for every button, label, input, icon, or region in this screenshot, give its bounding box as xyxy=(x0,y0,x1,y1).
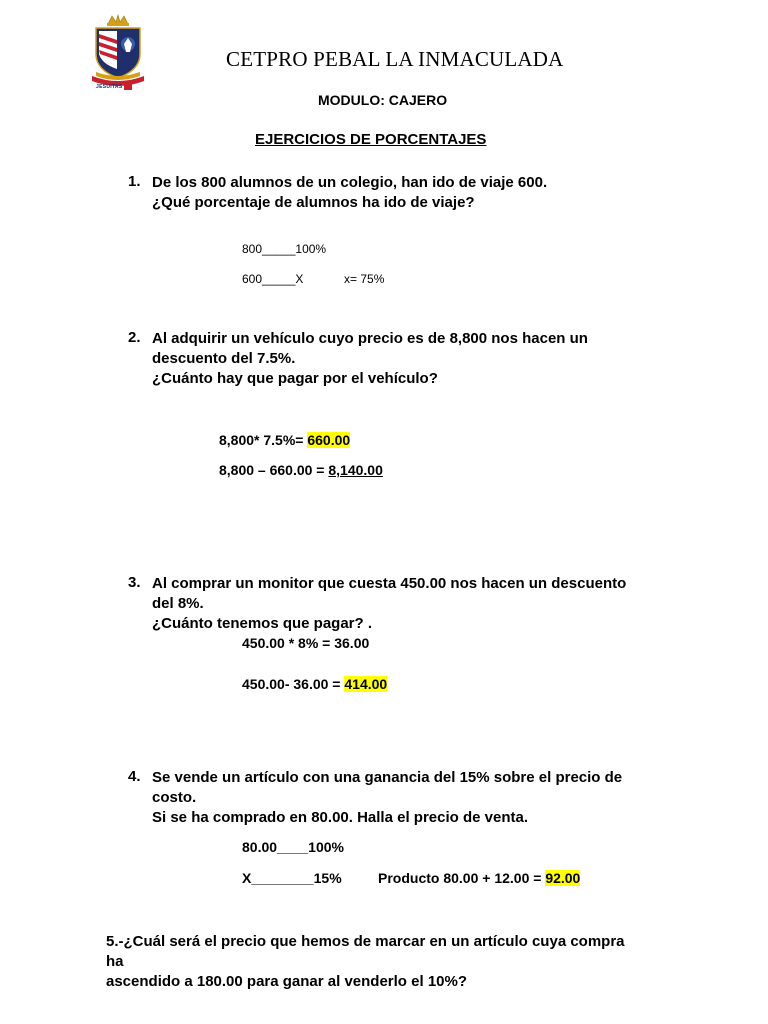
exercise-4-product-text: Producto 80.00 + 12.00 = xyxy=(378,870,546,886)
exercise-2-line-2: descuento del 7.5%. xyxy=(152,350,296,367)
exercise-4-line-2: costo. xyxy=(152,789,197,806)
logo-flag-mark xyxy=(124,83,132,90)
exercise-2-underlined-result: 8,140.00 xyxy=(328,462,383,478)
exercise-1-result: x= 75% xyxy=(344,272,385,286)
exercise-2-calc-1-text: 8,800* 7.5%= xyxy=(219,432,308,448)
exercise-5-line-3: ascendido a 180.00 para ganar al venderlo el 10%? xyxy=(106,973,468,990)
exercise-3-calc-1: 450.00 * 8% = 36.00 xyxy=(242,635,370,651)
exercise-5-line-2: ha xyxy=(106,953,124,970)
document-title: EJERCICIOS DE PORCENTAJES xyxy=(255,131,487,148)
exercise-3-calc-2-text: 450.00- 36.00 = xyxy=(242,676,345,692)
exercise-4-calc-1: 80.00____100% xyxy=(242,839,344,855)
exercise-5-line-1: 5.-¿Cuál será el precio que hemos de marcar en un artículo cuya compra xyxy=(106,933,625,950)
school-name: CETPRO PEBAL LA INMACULADA xyxy=(226,47,564,71)
exercise-1-number: 1. xyxy=(128,173,141,190)
exercise-1-line-2: ¿Qué porcentaje de alumnos ha ido de viaje? xyxy=(152,194,475,211)
exercise-1-line-1: De los 800 alumnos de un colegio, han ido de viaje 600. xyxy=(152,174,548,191)
exercise-4-line-1: Se vende un artículo con una ganancia del 15% sobre el precio de xyxy=(152,769,623,786)
exercise-2-calc-1 xyxy=(219,432,350,448)
exercise-2-line-1: Al adquirir un vehículo cuyo precio es de 8,800 nos hacen un xyxy=(152,330,588,347)
exercise-2-calc-2 xyxy=(219,462,383,478)
logo-banner-text: JESUITAS xyxy=(96,84,123,90)
exercise-3-highlighted-result: 414.00 xyxy=(344,676,388,692)
exercise-1-calc-2: 600_____X xyxy=(242,272,304,286)
exercise-3-line-3: ¿Cuánto tenemos que pagar? . xyxy=(152,615,373,632)
exercise-2-calc-2-text: 8,800 – 660.00 = xyxy=(219,462,329,478)
module-title: MODULO: CAJERO xyxy=(318,92,448,108)
exercise-4-line-3: Si se ha comprado en 80.00. Halla el precio de venta. xyxy=(152,809,528,826)
exercise-4-highlighted-result: 92.00 xyxy=(545,870,581,886)
school-crest-logo xyxy=(88,14,148,94)
exercise-2-highlighted-result: 660.00 xyxy=(307,432,351,448)
exercise-3-line-1: Al comprar un monitor que cuesta 450.00 nos hacen un descuento xyxy=(152,575,627,592)
exercise-2-number: 2. xyxy=(128,329,141,346)
exercise-1-calc-1: 800_____100% xyxy=(242,242,327,256)
exercise-3-line-2: del 8%. xyxy=(152,595,204,612)
exercise-2-line-3: ¿Cuánto hay que pagar por el vehículo? xyxy=(152,370,438,387)
exercise-4-number: 4. xyxy=(128,768,141,785)
exercise-4-product xyxy=(378,870,580,886)
exercise-4-calc-2: X________15% xyxy=(242,870,342,886)
exercise-3-number: 3. xyxy=(128,574,141,591)
exercise-3-calc-2 xyxy=(242,676,387,692)
